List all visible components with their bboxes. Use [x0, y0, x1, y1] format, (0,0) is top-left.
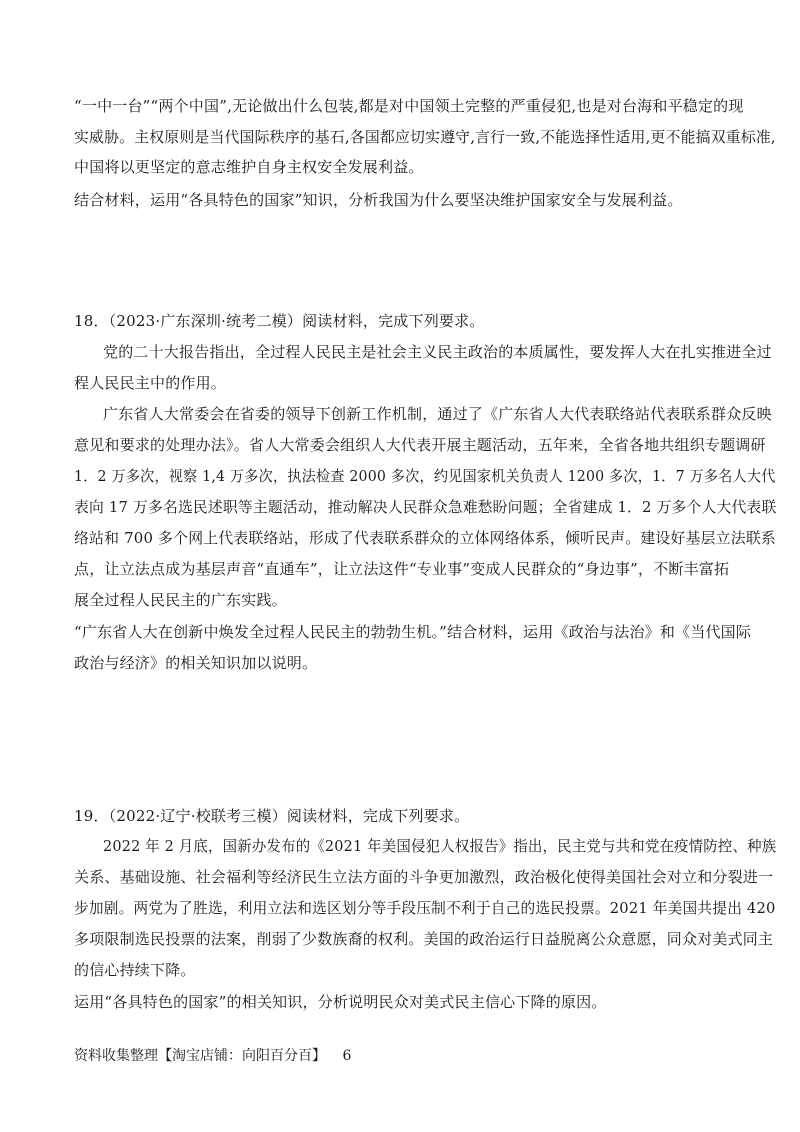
q18-line-4: 意见和要求的处理办法》。省人大常委会组织人大代表开展主题活动，五年来，全省各地共组织专题调研 [74, 436, 766, 454]
intro-question: 结合材料，运用“各具特色的国家”知识，分析我国为什么要坚决维护国家安全与发展利益。 [74, 191, 683, 209]
q18-line-9: 展全过程人民民主的广东实践。 [74, 591, 287, 609]
q18-question-line-2: 政治与经济》的相关知识加以说明。 [74, 654, 318, 672]
q18-heading: 18．（2023·广东深圳·统考二模）阅读材料，完成下列要求。 [74, 312, 485, 330]
q18-line-1: 党的二十大报告指出，全过程人民民主是社会主义民主政治的本质属性，要发挥人大在扎实推进全过 [103, 343, 772, 361]
q19-line-4: 多项限制选民投票的法案，削弱了少数族裔的权利。美国的政治运行日益脱离公众意愿，同众对美式同主 [74, 930, 774, 948]
q19-line-1: 2022 年 2 月底，国新办发布的《2021 年美国侵犯人权报告》指出，民主党与共和党在疫情防控、种族 [103, 837, 777, 855]
q18-line-6: 表向 17 万多名选民述职等主题活动，推动解决人民群众急难愁盼问题；全省建成 1．2 万多个人大代表联 [74, 498, 777, 516]
page-footer [74, 1046, 351, 1066]
q19-line-3: 步加剧。两党为了胜选，利用立法和选区划分等手段压制不利于自己的选民投票。2021 年美国共提出 420 [74, 899, 776, 917]
q18-question-line-1: “广东省人大在创新中焕发全过程人民民主的勃勃生机。”结合材料，运用《政治与法治》和《当代国际 [74, 623, 752, 641]
intro-line-2: 实威胁。主权原则是当代国际秩序的基石,各国都应切实遵守,言行一致,不能选择性适用,更不能搞双重标准, [74, 128, 776, 146]
q18-line-8: 点，让立法点成为基层声音“直通车”，让立法这件“专业事”变成人民群众的“身边事”，不断丰富拓 [74, 560, 730, 578]
page-number: 6 [342, 1048, 352, 1064]
intro-line-1: “一中一台”“两个中国”,无论做出什么包装,都是对中国领土完整的严重侵犯,也是对台海和平稳定的现 [74, 97, 744, 115]
q19-question: 运用“各具特色的国家”的相关知识，分析说明民众对美式民主信心下降的原因。 [74, 993, 607, 1011]
intro-line-3: 中国将以更坚定的意志维护自身主权安全发展利益。 [74, 158, 424, 176]
footer-source: 资料收集整理【淘宝店铺：向阳百分百】 [74, 1048, 326, 1064]
q19-line-2: 关系、基础设施、社会福利等经济民生立法方面的斗争更加激烈，政治极化使得美国社会对立和分裂进一 [74, 868, 774, 886]
q19-heading: 19．（2022·辽宁·校联考三模）阅读材料，完成下列要求。 [74, 807, 470, 825]
q18-line-2: 程人民民主中的作用。 [74, 374, 227, 392]
q19-line-5: 的信心持续下降。 [74, 961, 196, 979]
q18-line-5: 1．2 万多次，视察 1,4 万多次，执法检查 2000 多次，约见国家机关负责人 1200 多次，1．7 万多名人大代 [74, 467, 776, 485]
q18-line-7: 络站和 700 多个网上代表联络站，形成了代表联系群众的立体网络体系，倾听民声。建设好基层立法联系 [74, 529, 776, 547]
q18-line-3: 广东省人大常委会在省委的领导下创新工作机制，通过了《广东省人大代表联络站代表联系群众反映 [103, 405, 772, 423]
